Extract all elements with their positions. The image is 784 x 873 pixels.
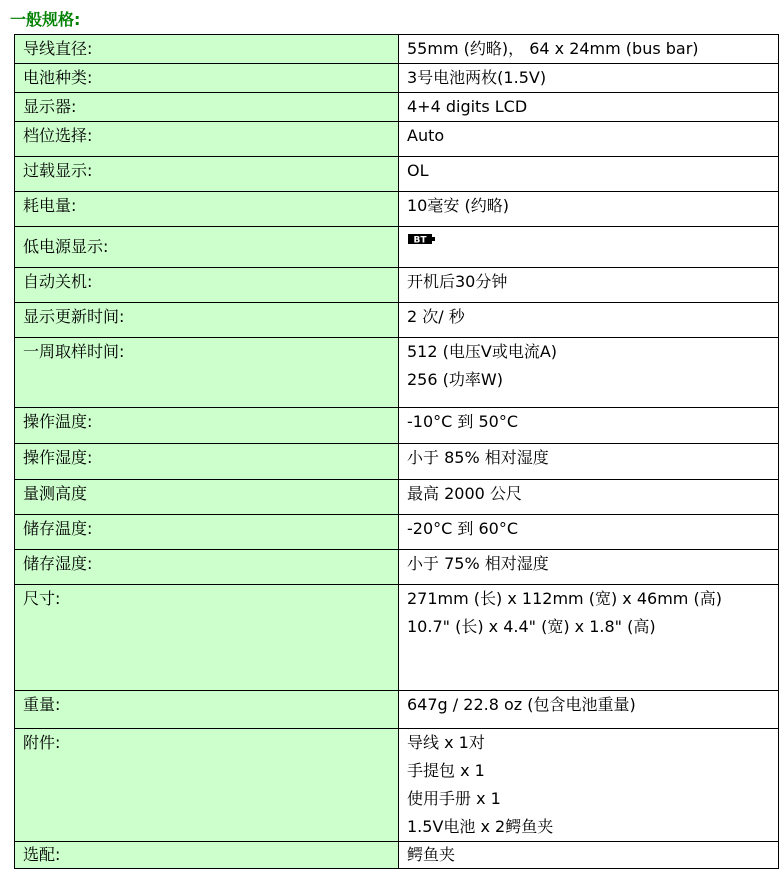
- row-label: 低电源显示:: [15, 227, 399, 268]
- row-value: 2 次/ 秒: [399, 303, 779, 338]
- row-label: 自动关机:: [15, 268, 399, 303]
- row-label: 储存温度:: [15, 515, 399, 550]
- row-value: -10°C 到 50°C: [399, 408, 779, 444]
- row-value: 鳄鱼夹: [399, 842, 779, 869]
- low-battery-icon: [407, 232, 437, 246]
- table-row: [15, 408, 779, 444]
- row-value: 3号电池两枚(1.5V): [399, 64, 779, 93]
- table-row: [15, 157, 779, 192]
- row-label: 附件:: [15, 729, 399, 842]
- row-label: 档位选择:: [15, 122, 399, 157]
- table-row: [15, 842, 779, 869]
- row-label: 耗电量:: [15, 192, 399, 227]
- table-row: [15, 35, 779, 64]
- row-label: 显示更新时间:: [15, 303, 399, 338]
- row-value: Auto: [399, 122, 779, 157]
- row-value: 最高 2000 公尺: [399, 480, 779, 515]
- row-label: 显示器:: [15, 93, 399, 122]
- row-label: 量测高度: [15, 480, 399, 515]
- row-label: 操作温度:: [15, 408, 399, 444]
- row-value: 512 (电压V或电流A) 256 (功率W): [399, 338, 779, 408]
- row-label: 操作湿度:: [15, 444, 399, 480]
- table-row: [15, 338, 779, 408]
- row-label: 尺寸:: [15, 585, 399, 691]
- row-value: 导线 x 1对 手提包 x 1 使用手册 x 1 1.5V电池 x 2鳄鱼夹: [399, 729, 779, 842]
- table-row: [15, 585, 779, 691]
- table-row: [15, 93, 779, 122]
- table-row: [15, 303, 779, 338]
- row-value: 55mm (约略)， 64 x 24mm (bus bar): [399, 35, 779, 64]
- row-value: 10毫安 (约略): [399, 192, 779, 227]
- table-row: [15, 192, 779, 227]
- low-battery-icon-text: BT: [413, 235, 427, 245]
- row-value: 小于 75% 相对湿度: [399, 550, 779, 585]
- table-row: [15, 515, 779, 550]
- row-value: 4+4 digits LCD: [399, 93, 779, 122]
- table-row: [15, 480, 779, 515]
- row-value: OL: [399, 157, 779, 192]
- row-label: 一周取样时间:: [15, 338, 399, 408]
- table-row: [15, 550, 779, 585]
- table-row: [15, 122, 779, 157]
- spec-table: [14, 34, 779, 869]
- row-label: 过载显示:: [15, 157, 399, 192]
- row-value: -20°C 到 60°C: [399, 515, 779, 550]
- table-row: [15, 227, 779, 268]
- row-value: 647g / 22.8 oz (包含电池重量): [399, 691, 779, 729]
- row-value: [399, 227, 779, 268]
- table-row: [15, 444, 779, 480]
- row-label: 电池种类:: [15, 64, 399, 93]
- row-label: 重量:: [15, 691, 399, 729]
- row-label: 储存湿度:: [15, 550, 399, 585]
- table-row: [15, 64, 779, 93]
- table-row: [15, 691, 779, 729]
- table-row: [15, 729, 779, 842]
- section-title: 一般规格:: [10, 10, 81, 29]
- row-value: 小于 85% 相对湿度: [399, 444, 779, 480]
- table-row: [15, 268, 779, 303]
- row-label: 导线直径:: [15, 35, 399, 64]
- row-label: 选配:: [15, 842, 399, 869]
- row-value: 开机后30分钟: [399, 268, 779, 303]
- row-value: 271mm (长) x 112mm (宽) x 46mm (高) 10.7" (长) x 4.4" (宽) x 1.8" (高): [399, 585, 779, 691]
